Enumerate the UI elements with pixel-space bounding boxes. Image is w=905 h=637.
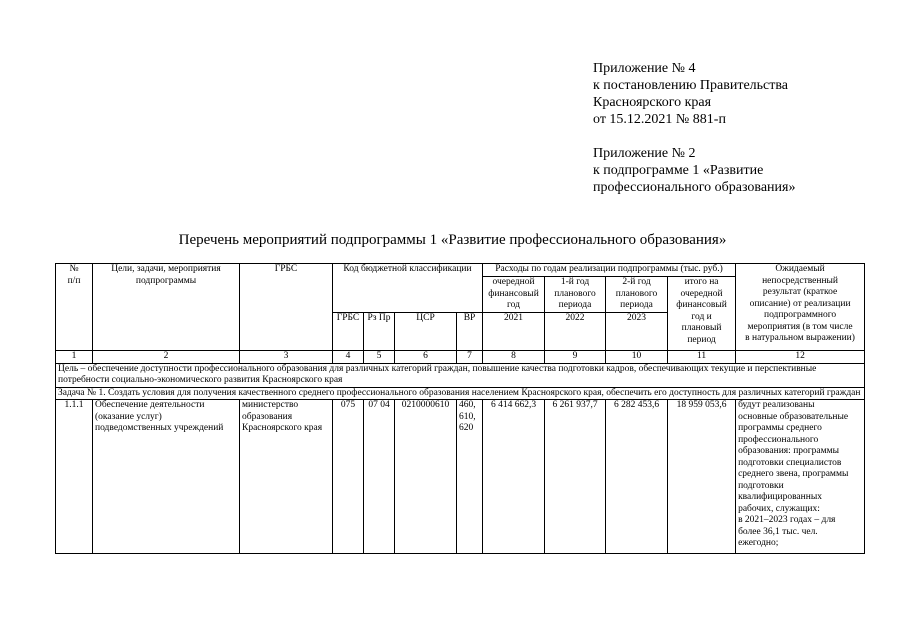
annex1-line: Приложение № 4	[593, 61, 696, 76]
column-number: 3	[240, 351, 333, 364]
row-amount-2023: 6 282 453,6	[606, 400, 668, 554]
header-line: год и	[691, 311, 712, 322]
row-grbs-code: 075	[333, 400, 364, 554]
header-line: период	[687, 334, 716, 345]
row-vr-line: 610,	[459, 411, 476, 422]
header-year-plan1	[545, 277, 606, 313]
row-vr	[457, 400, 483, 554]
row-result-line: квалифицированных	[738, 492, 822, 502]
header-grbs: ГРБС	[240, 264, 333, 351]
row-amount-total: 18 959 053,6	[668, 400, 736, 554]
header-line: плановый	[681, 323, 722, 333]
header-goals	[93, 264, 240, 351]
row-grbs-name	[240, 400, 333, 554]
header-line: год	[507, 300, 520, 310]
header-num-line: п/п	[67, 275, 81, 286]
header-year-plan2	[606, 277, 668, 313]
row-name-line: подведомственных учреждений	[95, 423, 224, 433]
goal-row	[56, 363, 865, 387]
row-amount-2022: 6 261 937,7	[545, 400, 606, 554]
annex1-line: к постановлению Правительства	[593, 78, 789, 93]
header-code-grbs: ГРБС	[333, 313, 364, 351]
row-result-line: будут реализованы	[738, 400, 815, 410]
header-expenses: Расходы по годам реализации подпрограммы (тыс. руб.)	[483, 264, 736, 277]
table-row	[56, 400, 865, 554]
annex2-line: профессионального образования»	[593, 180, 796, 195]
row-grbs-line: Красноярского края	[242, 423, 323, 433]
header-line: финансовый	[676, 300, 727, 310]
annex-header-2	[593, 145, 795, 196]
row-result-line: программы среднего	[738, 423, 822, 433]
annex1-line: Красноярского края	[593, 95, 712, 110]
row-result-line: подготовки	[738, 480, 784, 491]
column-number: 1	[56, 351, 93, 364]
column-number: 7	[457, 351, 483, 364]
annex2-line: Приложение № 2	[593, 146, 696, 161]
goal-text: Цель – обеспечение доступности профессионального образования для различных категорий граждан, повышение качества подготовки кадров, обеспечивающих текущие и перспективные потребности социально-экономического развития Красноярского края	[56, 363, 865, 387]
column-number: 9	[545, 351, 606, 364]
header-result-line: Ожидаемый	[775, 264, 825, 274]
header-goals-line: Цели, задачи, мероприятия	[111, 264, 221, 274]
header-num-line: №	[69, 264, 79, 274]
header-year-2023: 2023	[606, 313, 668, 351]
row-name-line: (оказание услуг)	[95, 411, 162, 422]
row-result-line: профессионального	[738, 434, 819, 445]
header-num	[56, 264, 93, 351]
header-goals-line: подпрограммы	[135, 275, 197, 286]
header-line: очередной	[492, 277, 535, 287]
activities-table	[55, 263, 865, 554]
annex2-line: к подпрограмме 1 «Развитие	[593, 163, 764, 178]
column-number: 6	[395, 351, 457, 364]
row-result-line: среднего звена, программы	[738, 469, 849, 479]
row-amount-2021: 6 414 662,3	[483, 400, 545, 554]
row-vr-line: 460,	[459, 400, 476, 410]
row-csr: 0210000610	[395, 400, 457, 554]
header-total	[668, 277, 736, 351]
header-line: периода	[620, 300, 653, 310]
column-number: 12	[736, 351, 865, 364]
header-result-line: непосредственный	[762, 275, 839, 286]
header-code-vr: ВР	[457, 313, 483, 351]
row-vr-line: 620	[459, 423, 474, 433]
header-code-rzpr: Рз Пр	[364, 313, 395, 351]
header-result	[736, 264, 865, 351]
header-code-csr: ЦСР	[395, 313, 457, 351]
header-line: 1-й год	[560, 277, 590, 287]
task-text: Задача № 1. Создать условия для получения качественного среднего профессионального образования населением Красноярского края, обеспечить его доступность для различных категорий граждан	[56, 387, 865, 400]
header-budget-code: Код бюджетной классификации	[333, 264, 483, 313]
row-result-line: образования: программы	[738, 446, 840, 456]
row-grbs-line: министерство	[242, 400, 299, 410]
row-result-line: более 36,1 тыс. чел.	[738, 526, 818, 537]
header-line: финансовый	[488, 288, 539, 299]
header-year-2022: 2022	[545, 313, 606, 351]
column-number: 8	[483, 351, 545, 364]
header-line: планового	[554, 288, 596, 299]
row-grbs-line: образования	[242, 411, 293, 422]
row-rzpr: 07 04	[364, 400, 395, 554]
header-line: 2-й год	[622, 277, 651, 287]
header-result-line: результат (краткое	[762, 287, 838, 297]
row-result-line: в 2021–2023 годах – для	[738, 515, 836, 525]
header-result-line: мероприятия (в том числе	[747, 321, 853, 332]
column-numbers-row	[56, 351, 865, 364]
column-number: 2	[93, 351, 240, 364]
header-line: очередной	[680, 288, 723, 299]
header-result-line: подпрограммного	[764, 310, 837, 320]
header-year-2021: 2021	[483, 313, 545, 351]
column-number: 5	[364, 351, 395, 364]
header-result-line: описание) от реализации	[749, 298, 851, 309]
page-title: Перечень мероприятий подпрограммы 1 «Развитие профессионального образования»	[178, 232, 727, 248]
row-activity-name	[93, 400, 240, 554]
task-row	[56, 387, 865, 400]
row-result-line: ежегодно;	[738, 538, 779, 548]
column-number: 10	[606, 351, 668, 364]
header-year-current	[483, 277, 545, 313]
header-line: периода	[558, 300, 592, 310]
header-result-line: в натуральном выражении)	[745, 333, 855, 343]
row-result	[736, 400, 865, 554]
column-number: 11	[668, 351, 736, 364]
annex-header-1	[593, 60, 788, 128]
header-line: планового	[615, 288, 658, 299]
row-num: 1.1.1	[56, 400, 93, 554]
row-result-line: основные образовательные	[738, 411, 849, 422]
column-number: 4	[333, 351, 364, 364]
row-name-line: Обеспечение деятельности	[95, 400, 205, 410]
annex1-line: от 15.12.2021 № 881-п	[593, 112, 726, 127]
header-line: итого на	[684, 277, 719, 287]
row-result-line: подготовки специалистов	[738, 457, 842, 468]
row-result-line: рабочих, служащих:	[738, 503, 820, 514]
